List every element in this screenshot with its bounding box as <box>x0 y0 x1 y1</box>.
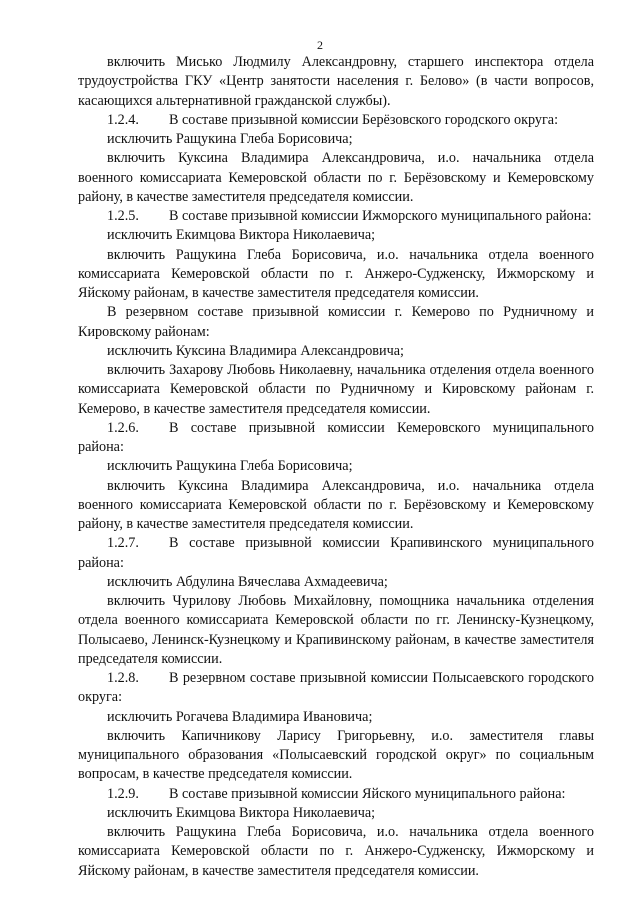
section-number: 1.2.5. <box>107 208 139 224</box>
section-heading-text: В резервном составе призывной комиссии Полысаевского городского округа: <box>78 670 594 706</box>
paragraph-reserve-heading <box>78 303 594 342</box>
paragraph-text: включить Ращукина Глеба Борисовича, и.о. начальника отдела военного комиссариата Кемеровской области по г. Анжеро-Судженску, Ижморскому и Яйскому районам, в качестве заместителя председателя комиссии. <box>78 246 594 301</box>
paragraph-text: включить Захарову Любовь Николаевну, начальника отделения отдела военного комиссариата Кемеровской области по Рудничному и Кировскому районам г. Кемерово, в качестве заместителя председателя комиссии. <box>78 362 594 417</box>
section-heading-text: В составе призывной комиссии Кемеровского муниципального района: <box>78 419 594 455</box>
section-1-2-9-heading <box>78 785 594 804</box>
paragraph-text: исключить Куксина Владимира Александровича; <box>107 342 404 359</box>
paragraph-include-misko <box>78 53 594 111</box>
section-1-2-6-heading <box>78 419 594 458</box>
paragraph-text: включить Ращукина Глеба Борисовича, и.о. начальника отдела военного комиссариата Кемеровской области по г. Анжеро-Судженску, Ижморскому и Яйскому районам, в качестве заместителя председателя комиссии. <box>78 824 594 879</box>
paragraph-text: включить Капичникову Ларису Григорьевну, и.о. заместителя главы муниципального образования «Полысаевский городской округ» по социальным вопросам, в качестве председателя комиссии. <box>78 727 594 783</box>
paragraph-include <box>78 727 594 785</box>
paragraph-include <box>78 477 594 535</box>
paragraph-text: включить Чурилову Любовь Михайловну, помощника начальника отделения отдела военного комиссариата Кемеровской области по гг. Ленинску-Кузнецкому, Полысаево, Ленинск-Кузнецкому и Крапивинскому районам, в качестве заместителя председателя комиссии. <box>78 593 594 667</box>
paragraph-exclude <box>78 342 594 361</box>
page-number: 2 <box>317 38 323 52</box>
paragraph-exclude <box>78 708 594 727</box>
section-number: 1.2.6. <box>107 419 139 436</box>
paragraph-include <box>78 592 594 669</box>
paragraph-include <box>78 246 594 304</box>
section-1-2-7-heading <box>78 534 594 573</box>
section-heading-text: В составе призывной комиссии Яйского муниципального района: <box>169 785 566 802</box>
section-number: 1.2.4. <box>107 111 139 128</box>
paragraph-text: включить Мисько Людмилу Александровну, старшего инспектора отдела трудоустройства ГКУ «Центр занятости населения г. Белово» (в части вопросов, касающихся альтернативной гражданской службы). <box>78 54 594 109</box>
paragraph-text: исключить Екимцова Виктора Николаевича; <box>107 227 376 244</box>
section-number: 1.2.8. <box>107 670 139 686</box>
paragraph-exclude <box>78 457 594 476</box>
paragraph-text: исключить Екимцова Виктора Николаевича; <box>107 804 376 821</box>
paragraph-text: включить Куксина Владимира Александровича, и.о. начальника отдела военного комиссариата Кемеровской области по г. Берёзовскому и Кемеровскому району, в качестве заместителя председателя комиссии. <box>78 150 594 205</box>
paragraph-text: исключить Абдулина Вячеслава Ахмадеевича; <box>107 573 388 590</box>
paragraph-text: исключить Рогачева Владимира Ивановича; <box>107 708 373 725</box>
section-heading-text: В составе призывной комиссии Ижморского муниципального района: <box>169 208 592 224</box>
paragraph-include <box>78 361 594 419</box>
paragraph-include <box>78 823 594 881</box>
paragraph-text: В резервном составе призывной комиссии г. Кемерово по Рудничному и Кировскому районам: <box>78 304 594 340</box>
paragraph-include <box>78 149 594 207</box>
section-1-2-5-heading <box>78 207 594 226</box>
section-1-2-8-heading <box>78 669 594 708</box>
paragraph-exclude <box>78 130 594 149</box>
paragraph-exclude <box>78 573 594 592</box>
section-heading-text: В составе призывной комиссии Берёзовского городского округа: <box>169 111 559 128</box>
paragraph-exclude <box>78 804 594 823</box>
section-number: 1.2.7. <box>107 535 139 552</box>
paragraph-exclude <box>78 226 594 245</box>
document-body <box>78 53 594 881</box>
section-number: 1.2.9. <box>107 785 139 802</box>
section-1-2-4-heading <box>78 111 594 130</box>
section-heading-text: В составе призывной комиссии Крапивинского муниципального района: <box>78 535 594 571</box>
paragraph-text: исключить Ращукина Глеба Борисовича; <box>107 458 353 475</box>
paragraph-text: исключить Ращукина Глеба Борисовича; <box>107 131 353 147</box>
paragraph-text: включить Куксина Владимира Александровича, и.о. начальника отдела военного комиссариата Кемеровской области по г. Берёзовскому и Кемеровскому району, в качестве заместителя председателя комиссии. <box>78 477 594 532</box>
